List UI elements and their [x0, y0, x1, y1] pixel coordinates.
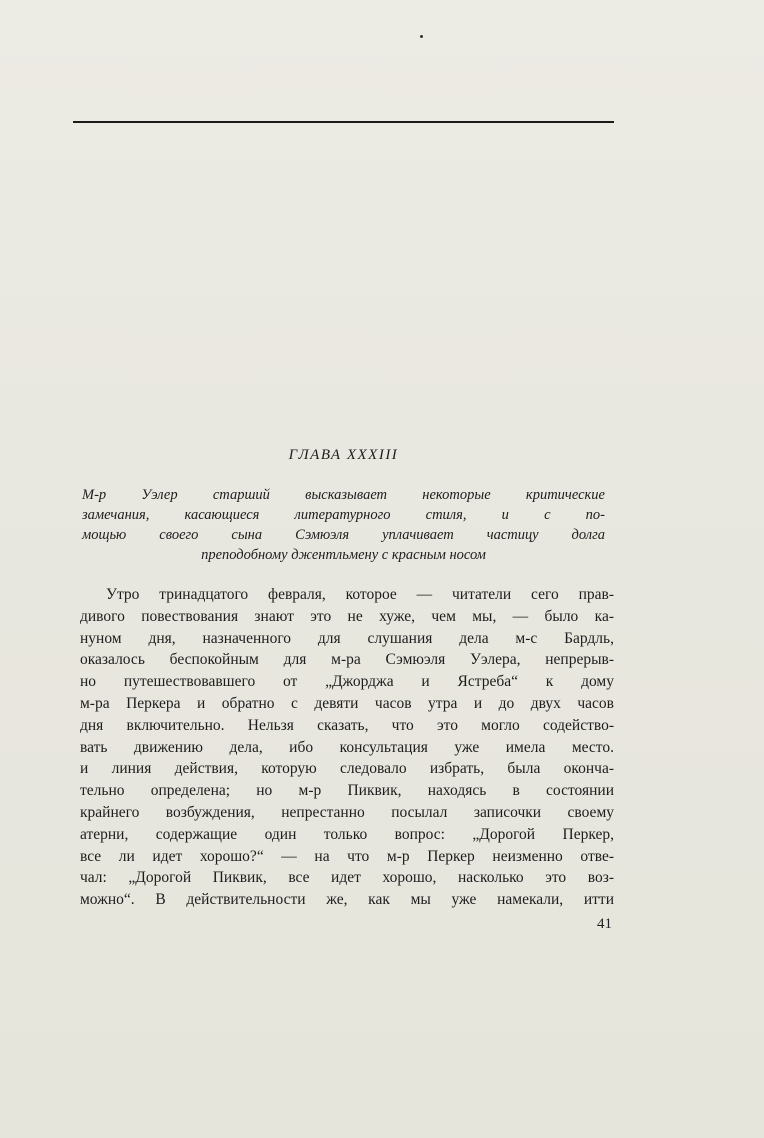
body-line: вать движению дела, ибо консультация уже имела место. — [80, 738, 614, 756]
body-line: но путешествовавшего от „Джорджа и Ястреба“ к дому — [80, 673, 614, 691]
ink-speck — [420, 35, 423, 38]
subtitle-line: М-р Уэлер старший высказывает некоторые критические — [82, 487, 605, 503]
body-line: дивого повествования знают это не хуже, чем мы, — было ка- — [80, 607, 614, 625]
chapter-title: ГЛАВА XXXIII — [288, 447, 399, 463]
body-line: м-ра Перкера и обратно с девяти часов утра и до двух часов — [80, 694, 614, 712]
body-line: крайнего возбуждения, непрестанно посылал записочки своему — [80, 803, 614, 821]
subtitle-line: преподобному джентльмену с красным носом — [201, 547, 486, 563]
body-line: дня включительно. Нельзя сказать, что это могло содейство- — [80, 716, 614, 734]
header-rule — [73, 121, 614, 123]
subtitle-line: замечания, касающиеся литературного стиля, и с по- — [82, 507, 605, 523]
body-line: все ли идет хорошо?“ — на что м-р Перкер неизменно отве- — [80, 847, 614, 865]
body-line: Утро тринадцатого февраля, которое — читатели сего прав- — [106, 586, 614, 603]
body-line: тельно определена; но м-р Пиквик, находясь в состоянии — [80, 782, 614, 800]
body-line: атерни, содержащие один только вопрос: „Дорогой Перкер, — [80, 825, 614, 843]
body-line: можно“. В действительности же, как мы уже намекали, итти — [80, 891, 614, 909]
body-line: нуном дня, назначенного для слушания дела м-с Бардль, — [80, 629, 614, 647]
body-paragraph — [80, 584, 614, 911]
body-line: чал: „Дорогой Пиквик, все идет хорошо, насколько это воз- — [80, 869, 614, 887]
body-line: и линия действия, которую следовало избрать, была оконча- — [80, 760, 614, 778]
chapter-subtitle — [82, 485, 605, 565]
page-number: 41 — [597, 916, 612, 932]
body-line: оказалось беспокойным для м-ра Сэмюэля Уэлера, непрерыв- — [80, 651, 614, 669]
subtitle-line: мощью своего сына Сэмюэля уплачивает частицу долга — [82, 527, 605, 543]
